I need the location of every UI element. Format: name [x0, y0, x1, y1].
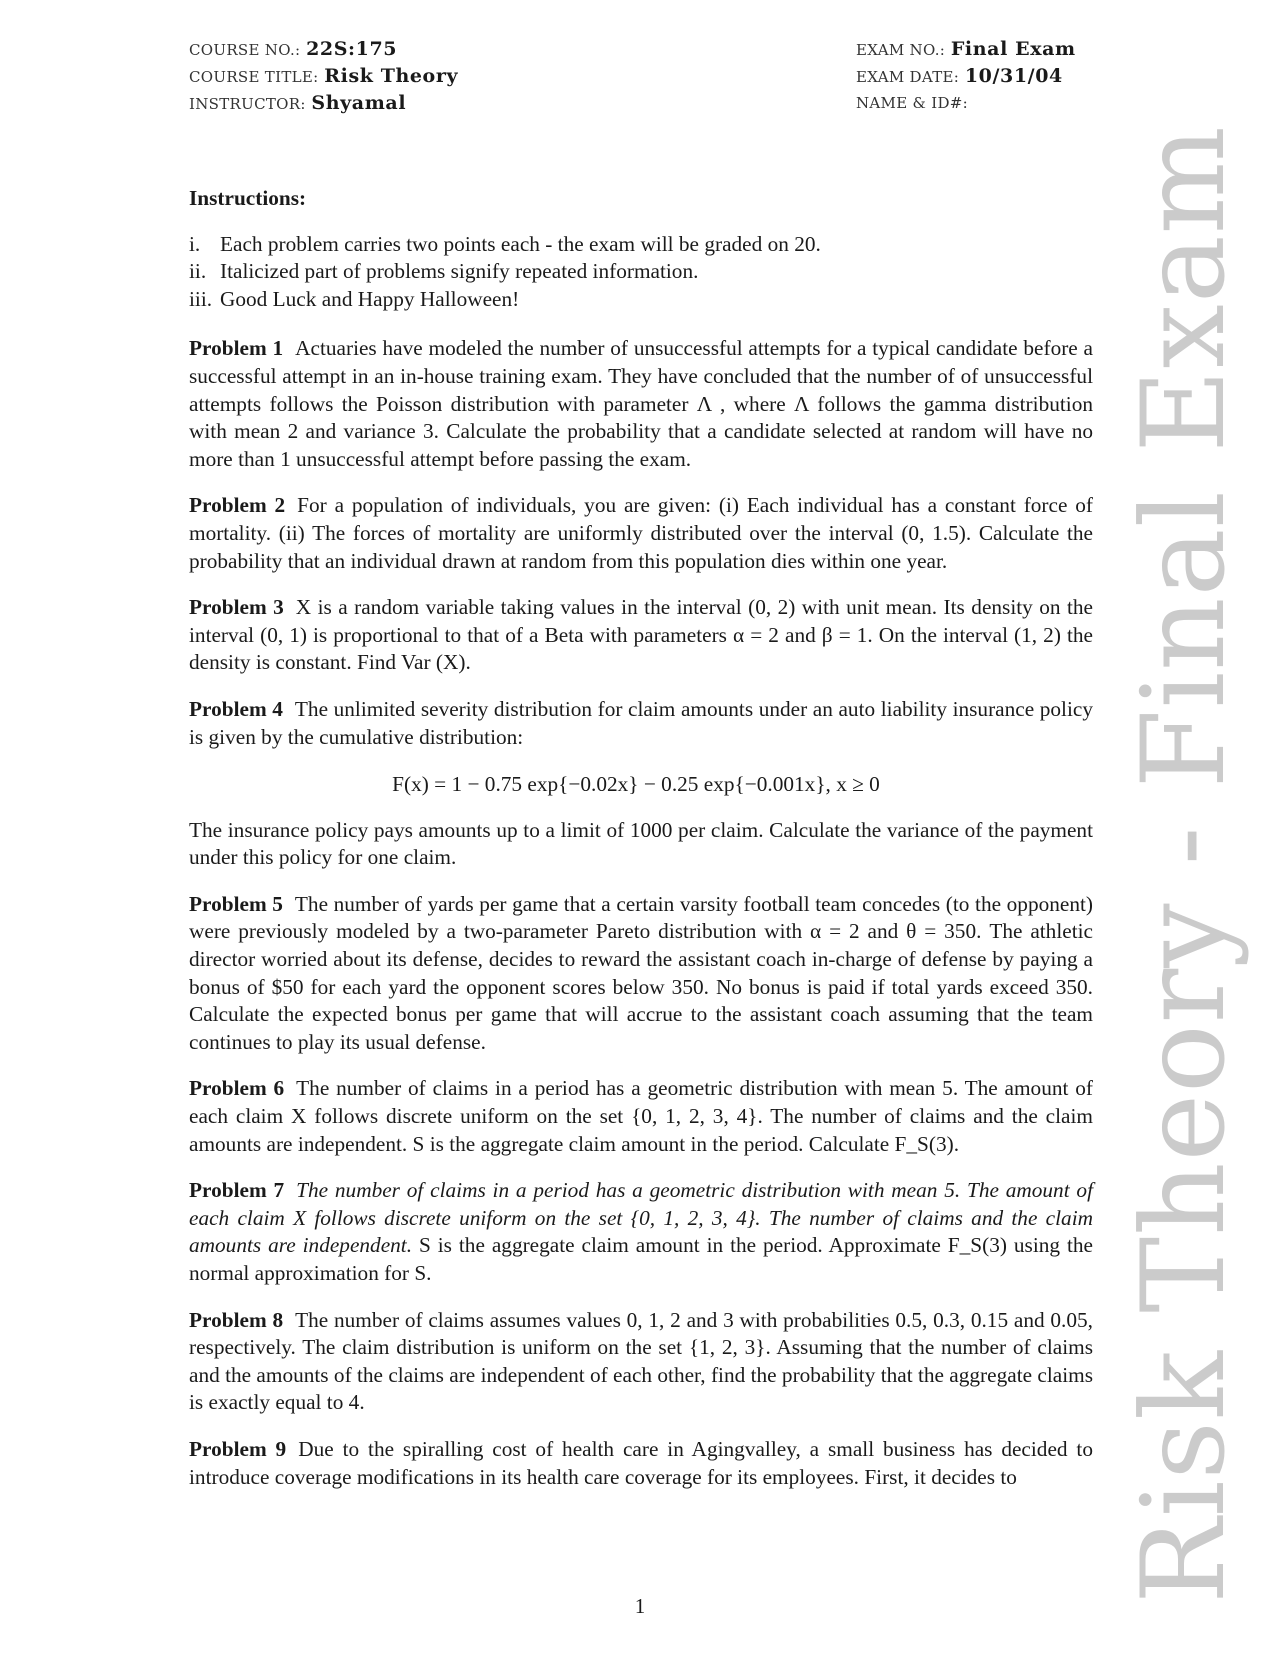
- course-no-row: [189, 36, 458, 63]
- page-number: 1: [634, 1594, 646, 1618]
- header-right-column: [856, 36, 1076, 116]
- problem-8: [189, 1307, 1093, 1417]
- problem-label: Problem 4: [189, 696, 283, 721]
- problem-text: For a population of individuals, you are given: (i) Each individual has a constant force of mortality. (ii) The forces of mortality are uniformly distributed over the interval (0, 1.5). Calculate the probability that an individual drawn at random from this population dies within one year.: [189, 493, 1094, 573]
- course-no-value: 22S:175: [306, 38, 398, 60]
- problem-6: [189, 1075, 1093, 1158]
- course-title-row: [189, 63, 458, 90]
- instruction-number: iii.: [189, 286, 213, 311]
- problem-5: [189, 891, 1093, 1057]
- problem-label: Problem 7: [189, 1178, 285, 1203]
- exam-date-row: [856, 63, 1076, 90]
- instruction-item: [189, 286, 1093, 314]
- exam-date-value: 10/31/04: [964, 65, 1063, 87]
- problem-label: Problem 8: [189, 1307, 284, 1332]
- exam-no-value: Final Exam: [950, 38, 1076, 60]
- problem-3: [189, 594, 1093, 677]
- problem-text: Due to the spiralling cost of health care in Agingvalley, a small business has decided to introduce coverage modifications in its health care coverage for its employees. First, it decides to: [189, 1436, 1093, 1489]
- instructor-label: INSTRUCTOR:: [189, 95, 306, 113]
- problem-label: Problem 3: [189, 595, 284, 620]
- course-title-value: Risk Theory: [324, 65, 459, 87]
- problem-1: [189, 335, 1093, 473]
- course-no-label: COURSE NO.:: [189, 41, 301, 59]
- instruction-text: Good Luck and Happy Halloween!: [220, 286, 520, 311]
- problem-label: Problem 5: [189, 891, 283, 916]
- header-left-column: [189, 36, 458, 117]
- exam-no-row: [856, 36, 1076, 63]
- problem-7: [189, 1177, 1093, 1287]
- instruction-number: ii.: [189, 259, 207, 284]
- problem-text: Actuaries have modeled the number of unsuccessful attempts for a typical candidate before a successful attempt in an in-house training exam. They have concluded that the number of of unsuccessful attempts follows the Poisson distribution with parameter Λ , where Λ follows the gamma distribution with mean 2 and variance 3. Calculate the probability that a candidate selected at random will have no more than 1 unsuccessful attempt before passing the exam.: [189, 336, 1094, 471]
- instructor-row: [189, 90, 458, 117]
- instructions-title: Instructions:: [189, 186, 307, 210]
- problem-text: S is the aggregate claim amount in the period. Approximate F_S(3) using the normal approximation for S.: [189, 1233, 1093, 1285]
- instruction-text: Italicized part of problems signify repeated information.: [220, 259, 699, 284]
- exam-content: [189, 185, 1093, 1510]
- exam-header: [189, 36, 1180, 116]
- side-title-text: Risk Theory - Final Exam: [1116, 124, 1250, 1604]
- name-id-row: [856, 90, 1076, 116]
- problem-text: X is a random variable taking values in the interval (0, 2) with unit mean. Its density on the interval (0, 1) is proportional to that of a Beta with parameters α = 2 and β = 1. On the interval (1, 2) the density is constant. Find Var (X).: [189, 595, 1094, 675]
- instructor-value: Shyamal: [311, 92, 407, 114]
- course-title-label: COURSE TITLE:: [189, 68, 319, 86]
- side-title-watermark: [1116, 124, 1250, 1604]
- instruction-number: i.: [189, 231, 201, 256]
- instruction-item: [189, 258, 1093, 286]
- problem-label: Problem 1: [189, 336, 284, 361]
- exam-date-label: EXAM DATE:: [856, 68, 960, 86]
- problem-9: [189, 1436, 1093, 1491]
- problem-label: Problem 6: [189, 1076, 285, 1101]
- problem-label: Problem 2: [189, 493, 286, 518]
- problem-italic-text: The number of claims in a period has a geometric distribution with mean 5. The amount of each claim X follows discrete uniform on the set {0, 1, 2, 3, 4}. The number of claims and the claim amounts are independent.: [189, 1178, 1093, 1258]
- problem-text: The number of claims assumes values 0, 1, 2 and 3 with probabilities 0.5, 0.3, 0.15 and 0.05, respectively. The claim distribution is uniform on the set {1, 2, 3}. Assuming that the number of claims and the amounts of the claims are independent of each other, find the probability that the aggregate claims is exactly equal to 4.: [189, 1307, 1093, 1415]
- name-id-label: NAME & ID#:: [856, 94, 969, 112]
- exam-no-label: EXAM NO.:: [856, 41, 946, 59]
- problem-label: Problem 9: [189, 1436, 287, 1461]
- instruction-item: [189, 231, 1093, 259]
- problem-text: The number of yards per game that a certain varsity football team concedes (to the opponent) were previously modeled by a two-parameter Pareto distribution with α = 2 and θ = 350. The athletic director worried about its defense, decides to reward the assistant coach in-charge of defense by paying a bonus of $50 for each yard the opponent scores below 350. No bonus is paid if total yards exceed 350. Calculate the expected bonus per game that will accrue to the assistant coach assuming that the team continues to play its usual defense.: [189, 891, 1093, 1054]
- problem-4-continuation: The insurance policy pays amounts up to a limit of 1000 per claim. Calculate the variance of the payment under this policy for one claim.: [189, 817, 1093, 870]
- problem-2: [189, 492, 1093, 575]
- problem-text: The unlimited severity distribution for claim amounts under an auto liability insurance policy is given by the cumulative distribution:: [189, 696, 1093, 749]
- problem-4: [189, 696, 1093, 872]
- instruction-text: Each problem carries two points each - the exam will be graded on 20.: [220, 231, 821, 256]
- problem-text: The number of claims in a period has a geometric distribution with mean 5. The amount of each claim X follows discrete uniform on the set {0, 1, 2, 3, 4}. The number of claims and the claim amounts are independent. S is the aggregate claim amount in the period. Calculate F_S(3).: [189, 1076, 1093, 1156]
- problem-4-formula: F(x) = 1 − 0.75 exp{−0.02x} − 0.25 exp{−0.001x}, x ≥ 0: [392, 772, 880, 797]
- instructions-list: [189, 231, 1093, 314]
